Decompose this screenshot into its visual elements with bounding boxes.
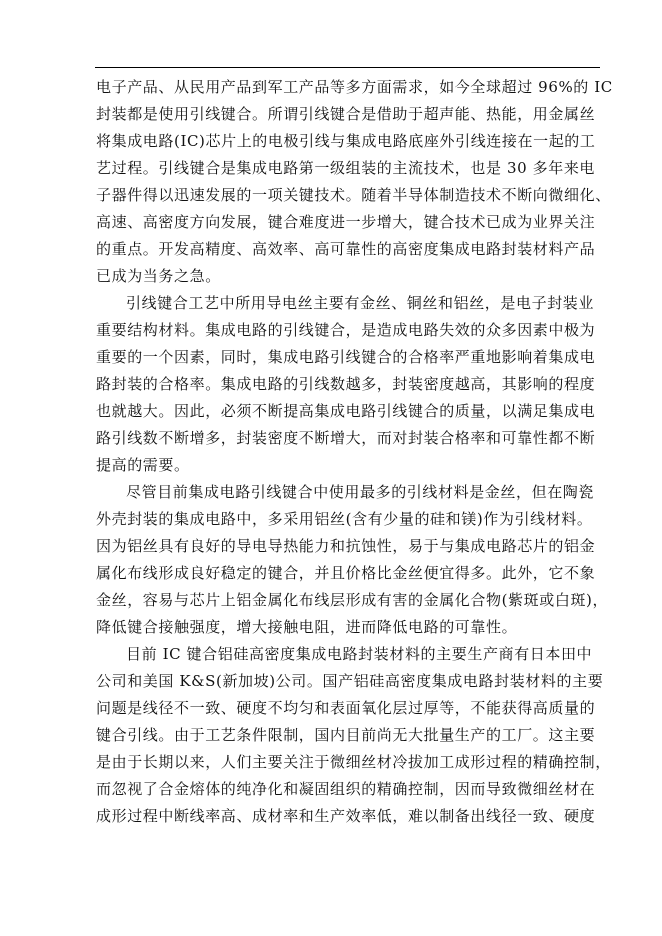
text-line: 将集成电路(IC)芯片上的电极引线与集成电路底座外引线连接在一起的工 — [96, 132, 596, 150]
text-line: 成形过程中断线率高、成材率和生产效率低，难以制备出线径一致、硬度 — [96, 807, 596, 825]
text-line: 子器件得以迅速发展的一项关键技术。随着半导体制造技术不断向微细化、 — [96, 186, 611, 204]
text-line: 电子产品、从民用产品到军工产品等多方面需求，如今全球超过 96%的 IC — [96, 78, 613, 96]
text-line: 的重点。开发高精度、高效率、高可靠性的高密度集成电路封装材料产品 — [96, 240, 596, 258]
text-line: 也就越大。因此，必须不断提高集成电路引线键合的质量，以满足集成电 — [96, 402, 596, 420]
header-rule — [95, 67, 600, 68]
text-line: 是由于长期以来，人们主要关注于微细丝材冷拔加工成形过程的精确控制， — [96, 753, 611, 771]
text-line: 艺过程。引线键合是集成电路第一级组装的主流技术，也是 30 多年来电 — [96, 159, 596, 177]
text-line: 重要的一个因素，同时，集成电路引线键合的合格率严重地影响着集成电 — [96, 348, 596, 366]
text-line: 键合引线。由于工艺条件限制，国内目前尚无大批量生产的工厂。这主要 — [96, 726, 596, 744]
text-line: 问题是线径不一致、硬度不均匀和表面氧化层过厚等，不能获得高质量的 — [96, 699, 596, 717]
text-line: 高速、高密度方向发展，键合难度进一步增大，键合技术已成为业界关注 — [96, 213, 596, 231]
text-line: 属化布线形成良好稳定的键合，并且价格比金丝便宜得多。此外，它不象 — [96, 564, 596, 582]
text-line: 重要结构材料。集成电路的引线键合，是造成电路失效的众多因素中极为 — [96, 321, 596, 339]
text-line: 外壳封装的集成电路中，多采用铝丝(含有少量的硅和镁)作为引线材料。 — [96, 510, 593, 528]
text-line: 因为铝丝具有良好的导电导热能力和抗蚀性，易于与集成电路芯片的铝金 — [96, 537, 596, 555]
paragraph-first-line: 尽管目前集成电路引线键合中使用最多的引线材料是金丝，但在陶瓷 — [126, 483, 595, 501]
text-line: 而忽视了合金熔体的纯净化和凝固组织的精确控制，因而导致微细丝材在 — [96, 780, 596, 798]
text-line: 提高的需要。 — [96, 456, 190, 474]
document-body — [96, 74, 613, 830]
paragraph-first-line: 目前 IC 键合铝硅高密度集成电路封装材料的主要生产商有日本田中 — [126, 645, 593, 663]
text-line: 降低键合接触强度，增大接触电阻，进而降低电路的可靠性。 — [96, 618, 518, 636]
text-line: 已成为当务之急。 — [96, 267, 221, 285]
text-line: 公司和美国 K&S(新加坡)公司。国产铝硅高密度集成电路封装材料的主要 — [96, 672, 604, 690]
text-line: 封装都是使用引线键合。所谓引线键合是借助于超声能、热能，用金属丝 — [96, 105, 596, 123]
text-line: 金丝，容易与芯片上铝金属化布线层形成有害的金属化合物(紫斑或白斑)， — [96, 591, 609, 609]
paragraph-first-line: 引线键合工艺中所用导电丝主要有金丝、铜丝和铝丝，是电子封装业 — [126, 294, 595, 312]
text-line: 路引线数不断增多，封装密度不断增大，而对封装合格率和可靠性都不断 — [96, 429, 596, 447]
text-line: 路封装的合格率。集成电路的引线数越多，封装密度越高，其影响的程度 — [96, 375, 596, 393]
